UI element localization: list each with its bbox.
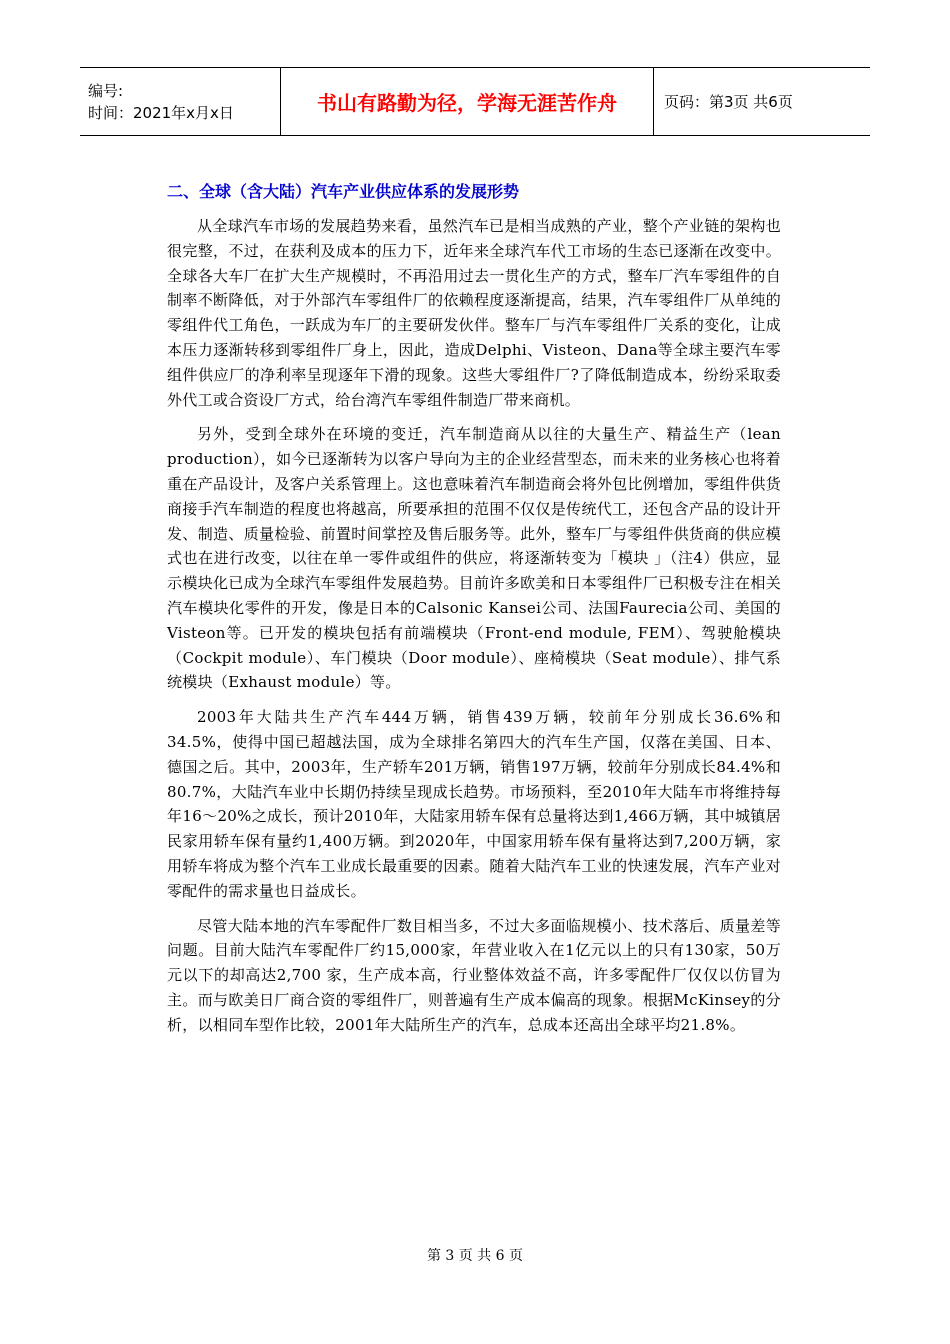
page-footer: 第 3 页 共 6 页 — [426, 1248, 524, 1264]
number-label: 编号: — [88, 81, 124, 100]
section-title: 二、全球（含大陆）汽车产业供应体系的发展形势 — [167, 182, 520, 201]
header-meta — [80, 68, 281, 135]
page-code: 页码：第3页 共6页 — [664, 93, 793, 111]
header-motto-cell — [281, 68, 654, 135]
time-label: 时间：2021年x月x日 — [88, 103, 234, 122]
paragraph: 尽管大陆本地的汽车零配件厂数目相当多，不过大多面临规模小、技术落后、质量差等问题。目前大陆汽车零配件厂约15,000家，年营业收入在1亿元以上的只有130家，50万元以下的却高达2,700 家，生产成本高，行业整体效益不高，许多零配件厂仅仅以仿冒为主。而与欧美日厂商合资的零组件厂，则普遍有生产成本偏高的现象。根据McKinsey的分析，以相同车型作比较，2001年大陆所生产的汽车，总成本还高出全球平均21.8%。 — [167, 916, 781, 1034]
page-header — [80, 67, 870, 136]
paragraph: 另外，受到全球外在环境的变迁，汽车制造商从以往的大量生产、精益生产（lean production），如今已逐渐转为以客户导向为主的企业经营型态，而未来的业务核心也将着重在产品设计，及客户关系管理上。这也意味着汽车制造商会将外包比例增加，零组件供货商接手汽车制造的程度也将越高，所要承担的范围不仅仅是传统代工，还包含产品的设计开发、制造、质量检验、前置时间掌控及售后服务等。此外，整车厂与零组件供货商的供应模式也在进行改变，以往在单一零件或组件的供应，将逐渐转变为「模块 」（注4）供应，显示模块化已成为全球汽车零组件发展趋势。目前许多欧美和日本零组件厂已积极专注在相关汽车模块化零件的开发，像是日本的Calsonic Kansei公司、法国Faurecia公司、美国的Visteon等。已开发的模块包括有前端模块（Front-end module, FEM）、驾驶舱模块（Cockpit module）、车门模块（Door module）、座椅模块（Seat module）、排气系统模块（Exhaust module）等。 — [167, 425, 781, 692]
document-body — [167, 180, 781, 1048]
header-page-code-cell — [654, 68, 870, 135]
paragraph: 2003年大陆共生产汽车444万辆，销售439万辆，较前年分别成长36.6%和 34.5%，使得中国已超越法国，成为全球排名第四大的汽车生产国，仅落在美国、日本、德国之后。其中，2003年，生产轿车201万辆，销售197万辆，较前年分别成长84.4%和80.7%，大陆汽车业中长期仍持续呈现成长趋势。市场预料，至2010年大陆车市将维持每年16～20%之成长，预计2010年，大陆家用轿车保有总量将达到1,466万辆，其中城镇居民家用轿车保有量约1,400万辆。到2020年，中国家用轿车保有量将达到7,200万辆，家用轿车将成为整个汽车工业成长最重要的因素。随着大陆汽车工业的快速发展，汽车产业对零配件的需求量也日益成长。 — [167, 708, 781, 900]
motto: 书山有路勤为径，学海无涯苦作舟 — [317, 91, 617, 115]
paragraph: 从全球汽车市场的发展趋势来看，虽然汽车已是相当成熟的产业，整个产业链的架构也很完整，不过，在获利及成本的压力下，近年来全球汽车代工市场的生态已逐渐在改变中。全球各大车厂在扩大生产规模时，不再沿用过去一贯化生产的方式，整车厂汽车零组件的自制率不断降低，对于外部汽车零组件厂的依赖程度逐渐提高，结果，汽车零组件厂从单纯的零组件代工角色，一跃成为车厂的主要研发伙伴。整车厂与汽车零组件厂关系的变化，让成本压力逐渐转移到零组件厂身上，因此，造成Delphi、Visteon、Dana等全球主要汽车零组件供应厂的净利率呈现逐年下滑的现象。这些大零组件厂?了降低制造成本，纷纷采取委外代工或合资设厂方式，给台湾汽车零组件制造厂带来商机。 — [167, 217, 781, 409]
